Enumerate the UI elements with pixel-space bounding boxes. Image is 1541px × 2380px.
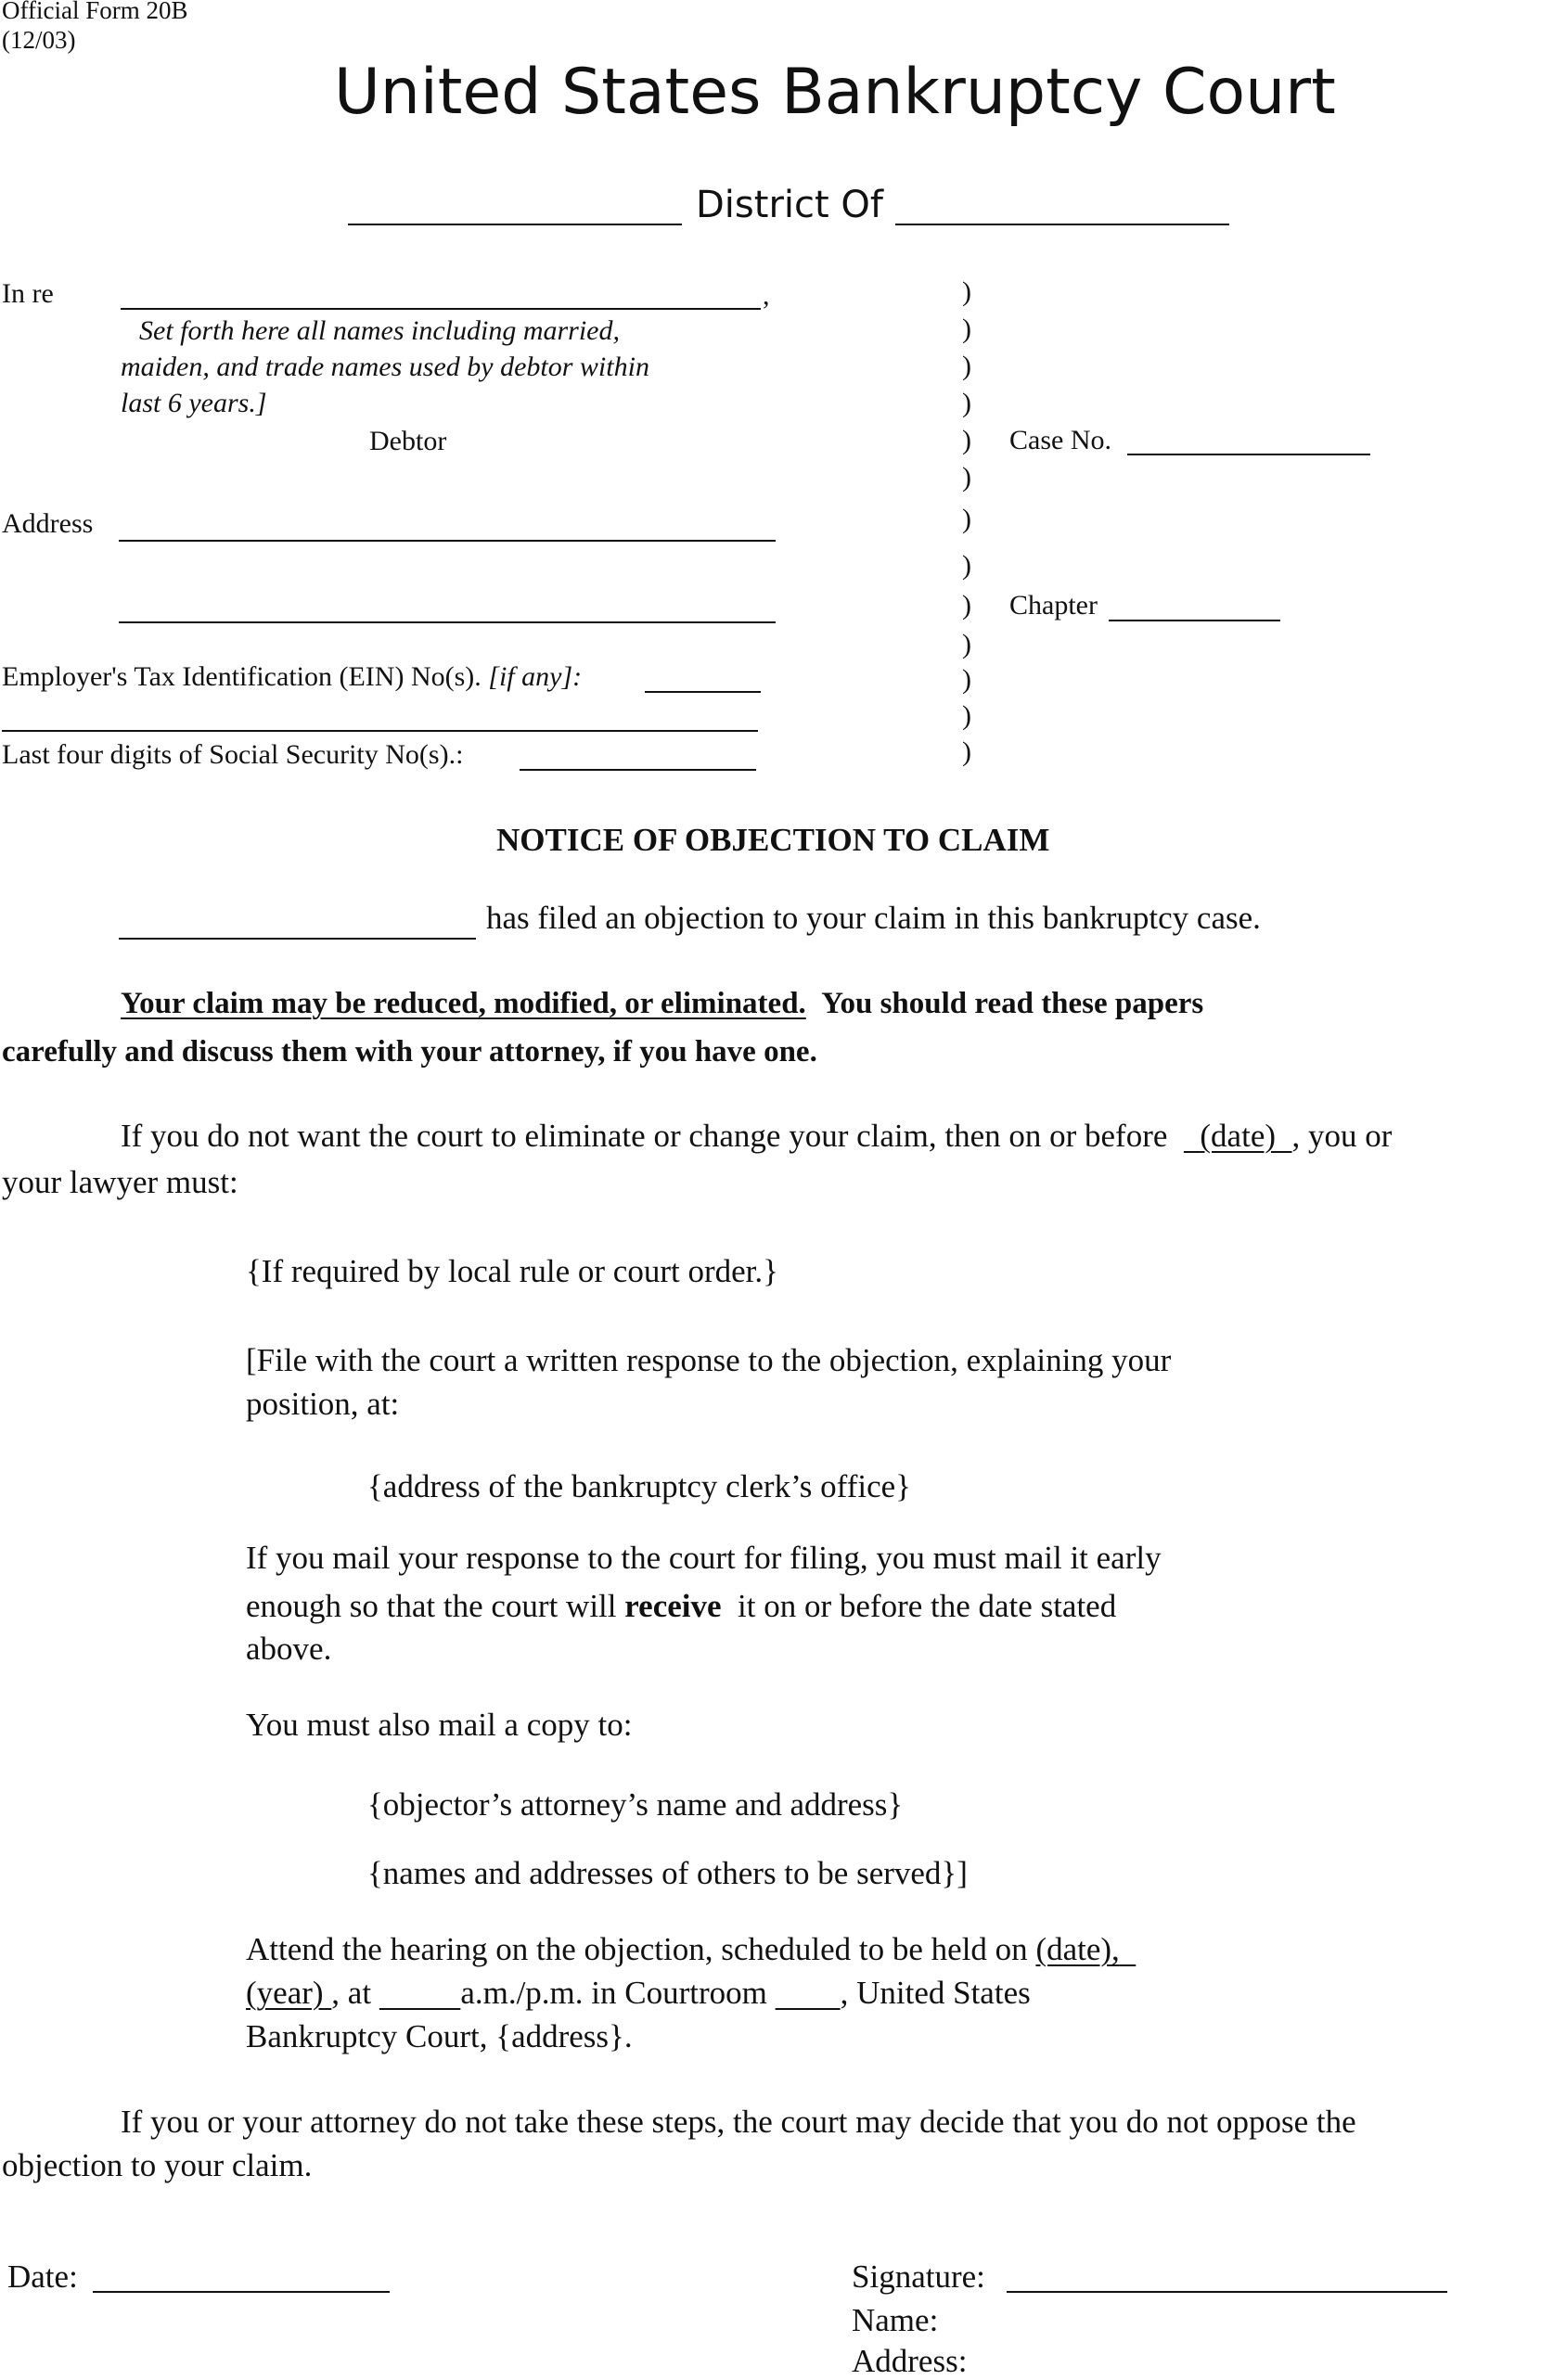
caption-paren: )	[962, 700, 971, 731]
local-rule-note: {If required by local rule or court order.}	[246, 1253, 778, 1289]
file-response-line-1: [File with the court a written response to the objection, explaining your	[246, 1342, 1172, 1378]
ein-blank-2[interactable]	[2, 730, 758, 732]
district-label: District Of	[696, 184, 883, 226]
instruction-line-3: last 6 years.]	[121, 388, 267, 418]
signer-address-label: Address:	[852, 2343, 968, 2379]
warning-line-1: Your claim may be reduced, modified, or eliminated. You should read these papers	[121, 987, 1204, 1020]
file-response-line-2: position, at:	[246, 1386, 400, 1422]
caption-paren: )	[962, 504, 971, 534]
date-label: Date:	[7, 2258, 78, 2295]
hearing-line-1: Attend the hearing on the objection, scheduled to be held on (date),	[246, 1931, 1136, 1968]
mail-line-3: above.	[246, 1631, 332, 1667]
warning-line-2: carefully and discuss them with your attorney, if you have one.	[2, 1035, 817, 1068]
caption-paren: )	[962, 388, 971, 418]
mail-line-1: If you mail your response to the court for filing, you must mail it early	[246, 1540, 1162, 1576]
chapter-label: Chapter	[1009, 590, 1098, 621]
instruction-line-1: Set forth here all names including married,	[139, 315, 620, 346]
case-no-blank[interactable]	[1127, 454, 1370, 455]
case-no-label: Case No.	[1009, 425, 1111, 455]
address-label: Address	[2, 508, 94, 539]
in-re-label: In re	[2, 278, 54, 309]
caption-paren: )	[962, 590, 971, 621]
debtor-label: Debtor	[369, 426, 447, 456]
date-blank[interactable]	[93, 2291, 390, 2293]
instruction-line-2: maiden, and trade names used by debtor within	[121, 352, 649, 382]
closing-line-2: objection to your claim.	[2, 2147, 313, 2183]
filed-text: has filed an objection to your claim in this bankruptcy case.	[486, 900, 1261, 936]
signature-label: Signature:	[852, 2258, 985, 2295]
caption-paren: )	[962, 276, 971, 307]
address-blank-1[interactable]	[119, 540, 776, 542]
deadline-text: If you do not want the court to eliminate or change your claim, then on or before (date) , you or	[121, 1118, 1393, 1154]
caption-paren: )	[962, 425, 971, 455]
caption-paren: )	[962, 351, 971, 381]
copy-to-label: You must also mail a copy to:	[246, 1707, 633, 1743]
caption-paren: )	[962, 462, 971, 493]
closing-line-1: If you or your attorney do not take these steps, the court may decide that you do not oppose the	[121, 2104, 1356, 2140]
others-served: {names and addresses of others to be served}]	[367, 1855, 968, 1891]
caption-paren: )	[962, 313, 971, 344]
hearing-date-field[interactable]: (date),	[1035, 1931, 1120, 1967]
signature-blank[interactable]	[1007, 2291, 1447, 2293]
clerk-address: {address of the bankruptcy clerk’s office}	[367, 1468, 911, 1504]
mail-line-2: enough so that the court will receive it on or before the date stated	[246, 1588, 1117, 1624]
hearing-year-field[interactable]: (year)	[246, 1975, 324, 2011]
caption-paren: )	[962, 550, 971, 581]
caption-paren: )	[962, 736, 971, 767]
hearing-time-field[interactable]	[379, 1975, 461, 2011]
ein-blank[interactable]	[645, 691, 761, 693]
district-name-blank[interactable]	[348, 224, 682, 225]
form-revision: (12/03)	[2, 26, 76, 54]
district-state-blank[interactable]	[895, 224, 1229, 225]
address-blank-2[interactable]	[119, 621, 776, 623]
courtroom-field[interactable]	[776, 1975, 841, 2011]
ssn-label: Last four digits of Social Security No(s).:	[2, 739, 464, 770]
form-number: Official Form 20B	[2, 0, 188, 24]
debtor-name-blank[interactable]	[121, 308, 761, 310]
caption-paren: )	[962, 664, 971, 695]
debtor-comma: ,	[763, 280, 770, 311]
objector-name-blank[interactable]	[119, 938, 476, 940]
chapter-blank[interactable]	[1109, 620, 1280, 621]
objector-attorney: {objector’s attorney’s name and address}	[367, 1786, 904, 1823]
notice-title: NOTICE OF OBJECTION TO CLAIM	[496, 822, 1050, 858]
deadline-line-2: your lawyer must:	[2, 1164, 238, 1200]
ein-label: Employer's Tax Identification (EIN) No(s). [if any]:	[2, 661, 583, 692]
deadline-date-field[interactable]: (date)	[1200, 1118, 1277, 1154]
caption-paren: )	[962, 629, 971, 659]
page-title: United States Bankruptcy Court	[334, 56, 1336, 129]
hearing-line-2: (year) , at a.m./p.m. in Courtroom , United States	[246, 1975, 1031, 2011]
name-label: Name:	[852, 2302, 939, 2338]
ssn-blank[interactable]	[520, 769, 756, 771]
hearing-line-3: Bankruptcy Court, {address}.	[246, 2018, 633, 2054]
